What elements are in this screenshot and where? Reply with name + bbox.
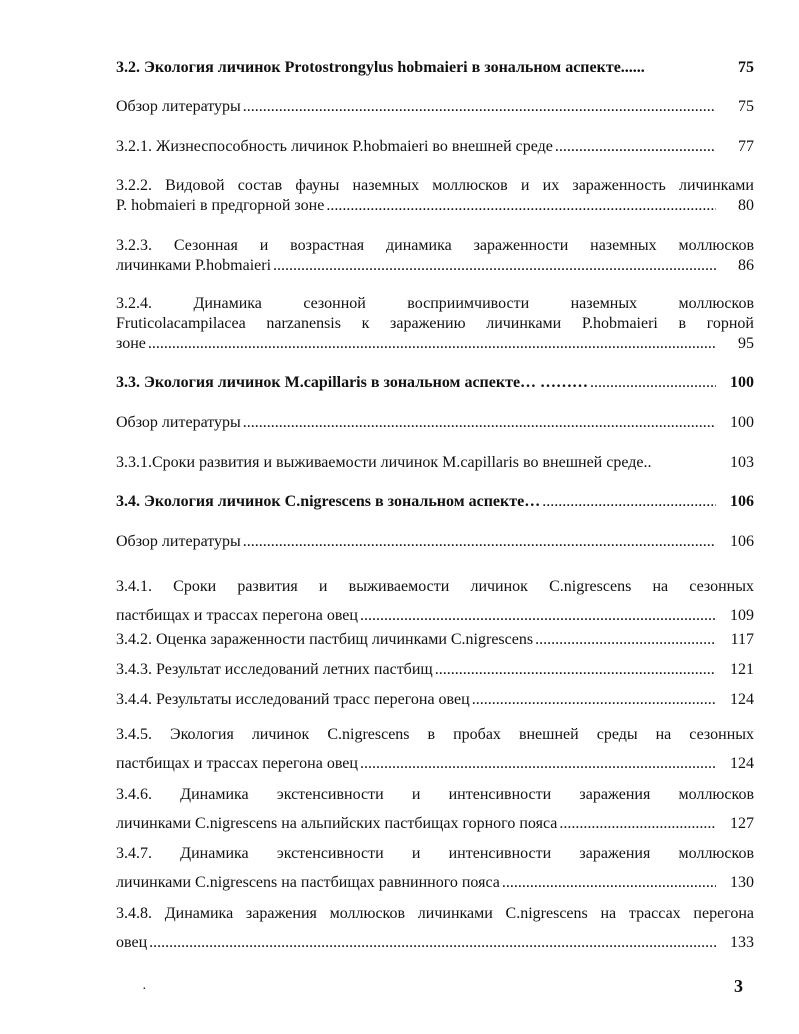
toc-entry-title: 3.4.2. Оценка зараженности пастбищ личинками C.nigrescens — [116, 631, 534, 648]
toc-entry-page: 100 — [730, 414, 754, 431]
toc-entry-title: 3.2. Экология личинок Protostrongylus hobmaieri в зональном аспекте...... — [116, 59, 645, 76]
toc-entry-page: 100 — [730, 374, 754, 391]
toc-entry-title-line: Fruticolacampilacea narzanensis к заражению личинками P.hobmaieri в горной — [116, 315, 754, 332]
toc-entry-3-2-2 — [116, 176, 754, 216]
toc-entry-3-2-review — [116, 97, 754, 117]
toc-entry-page: 124 — [730, 755, 754, 772]
toc-entry-title: Обзор литературы — [116, 414, 241, 431]
toc-entry-title-line: личинками C.nigrescens на альпийских пастбищах горного пояса — [116, 815, 558, 832]
toc-entry-page: 106 — [730, 533, 754, 550]
toc-entry-title-line: зоне — [116, 335, 146, 352]
toc-entry-title-line: овец — [116, 934, 148, 951]
toc-entry-title-line: 3.2.2. Видовой состав фауны наземных моллюсков и их зараженность личинками — [116, 177, 754, 194]
toc-entry-3-4-8 — [116, 899, 754, 957]
toc-entry-title-line: 3.4.6. Динамика экстенсивности и интенсивности заражения моллюсков — [116, 786, 754, 803]
toc-entry-title-line: 3.4.7. Динамика экстенсивности и интенсивности заражения моллюсков — [116, 845, 754, 862]
toc-entry-3-3-review — [116, 413, 754, 433]
toc-entry-3-4-7 — [116, 839, 754, 897]
toc-entry-page: 109 — [730, 607, 754, 624]
toc-entry-3-4-2 — [116, 630, 754, 650]
toc-entry-3-3 — [116, 373, 754, 393]
toc-entry-3-2-3 — [116, 236, 754, 276]
toc-entry-page: 75 — [738, 98, 754, 115]
toc-entry-title: 3.2.1. Жизнеспособность личинок P.hobmaieri во внешней среде — [116, 138, 553, 155]
toc-entry-page: 133 — [730, 934, 754, 951]
toc-entry-page: 127 — [730, 815, 754, 832]
toc-entry-page: 95 — [738, 335, 754, 352]
toc-entry-title: 3.3.1.Сроки развития и выживаемости личинок M.capillaris во внешней среде.. — [116, 454, 652, 471]
toc-entry-title-line: личинками P.hobmaieri — [116, 257, 272, 274]
toc-entry-3-4-1 — [116, 572, 754, 630]
toc-entry-title-line: 3.4.1. Сроки развития и выживаемости личинок C.nigrescens на сезонных — [116, 578, 754, 595]
page-number: 3 — [734, 976, 743, 996]
toc-entry-3-2-4 — [116, 294, 754, 354]
toc-entry-title: 3.3. Экология личинок M.capillaris в зональном аспекте… ……… — [116, 374, 589, 391]
toc-entry-title-line: P. hobmaieri в предгорной зоне — [116, 197, 325, 214]
toc-entry-page: 106 — [730, 493, 754, 510]
toc-entry-title-line: пастбищах и трассах перегона овец — [116, 607, 358, 624]
toc-entry-3-4-review — [116, 532, 754, 552]
toc-entry-title-line: 3.2.3. Сезонная и возрастная динамика зараженности наземных моллюсков — [116, 237, 754, 254]
toc-entry-page: 121 — [730, 661, 754, 678]
toc-entry-page: 117 — [730, 631, 754, 648]
toc-entry-3-4-3 — [116, 660, 754, 680]
toc-entry-title-line: 3.4.8. Динамика заражения моллюсков личинками C.nigrescens на трассах перегона — [116, 905, 754, 922]
toc-entry-title: 3.4.3. Результат исследований летних пастбищ — [116, 661, 433, 678]
toc-entry-page: 77 — [738, 138, 754, 155]
toc-entry-3-4 — [116, 492, 754, 512]
toc-entry-page: 86 — [738, 257, 754, 274]
toc-entry-title: Обзор литературы — [116, 533, 241, 550]
toc-entry-title-line: пастбищах и трассах перегона овец — [116, 755, 358, 772]
toc-entry-title-line: 3.2.4. Динамика сезонной восприимчивости наземных моллюсков — [116, 295, 754, 312]
toc-entry-title: 3.4.4. Результаты исследований трасс перегона овец — [116, 691, 470, 708]
toc-entry-title-line: личинками C.nigrescens на пастбищах равнинного пояса — [116, 874, 500, 891]
toc-entry-page: 75 — [738, 59, 754, 76]
toc-entry-3-4-4 — [116, 690, 754, 710]
toc-entry-title-line: 3.4.5. Экология личинок C.nigrescens в пробах внешней среды на сезонных — [116, 726, 754, 743]
toc-entry-page: 103 — [730, 454, 754, 471]
toc-entry-title: Обзор литературы — [116, 98, 241, 115]
toc-entry-page: 80 — [738, 197, 754, 214]
toc-entry-3-2 — [116, 58, 754, 78]
toc-entry-3-4-5 — [116, 720, 754, 778]
toc-entry-title: 3.4. Экология личинок C.nigrescens в зональном аспекте… — [116, 493, 541, 510]
toc-entry-page: 124 — [730, 691, 754, 708]
footer-mark: · — [142, 982, 147, 997]
toc-entry-3-4-6 — [116, 780, 754, 838]
toc-entry-3-2-1 — [116, 137, 754, 157]
toc-entry-3-3-1 — [116, 453, 754, 473]
toc-entry-page: 130 — [730, 874, 754, 891]
